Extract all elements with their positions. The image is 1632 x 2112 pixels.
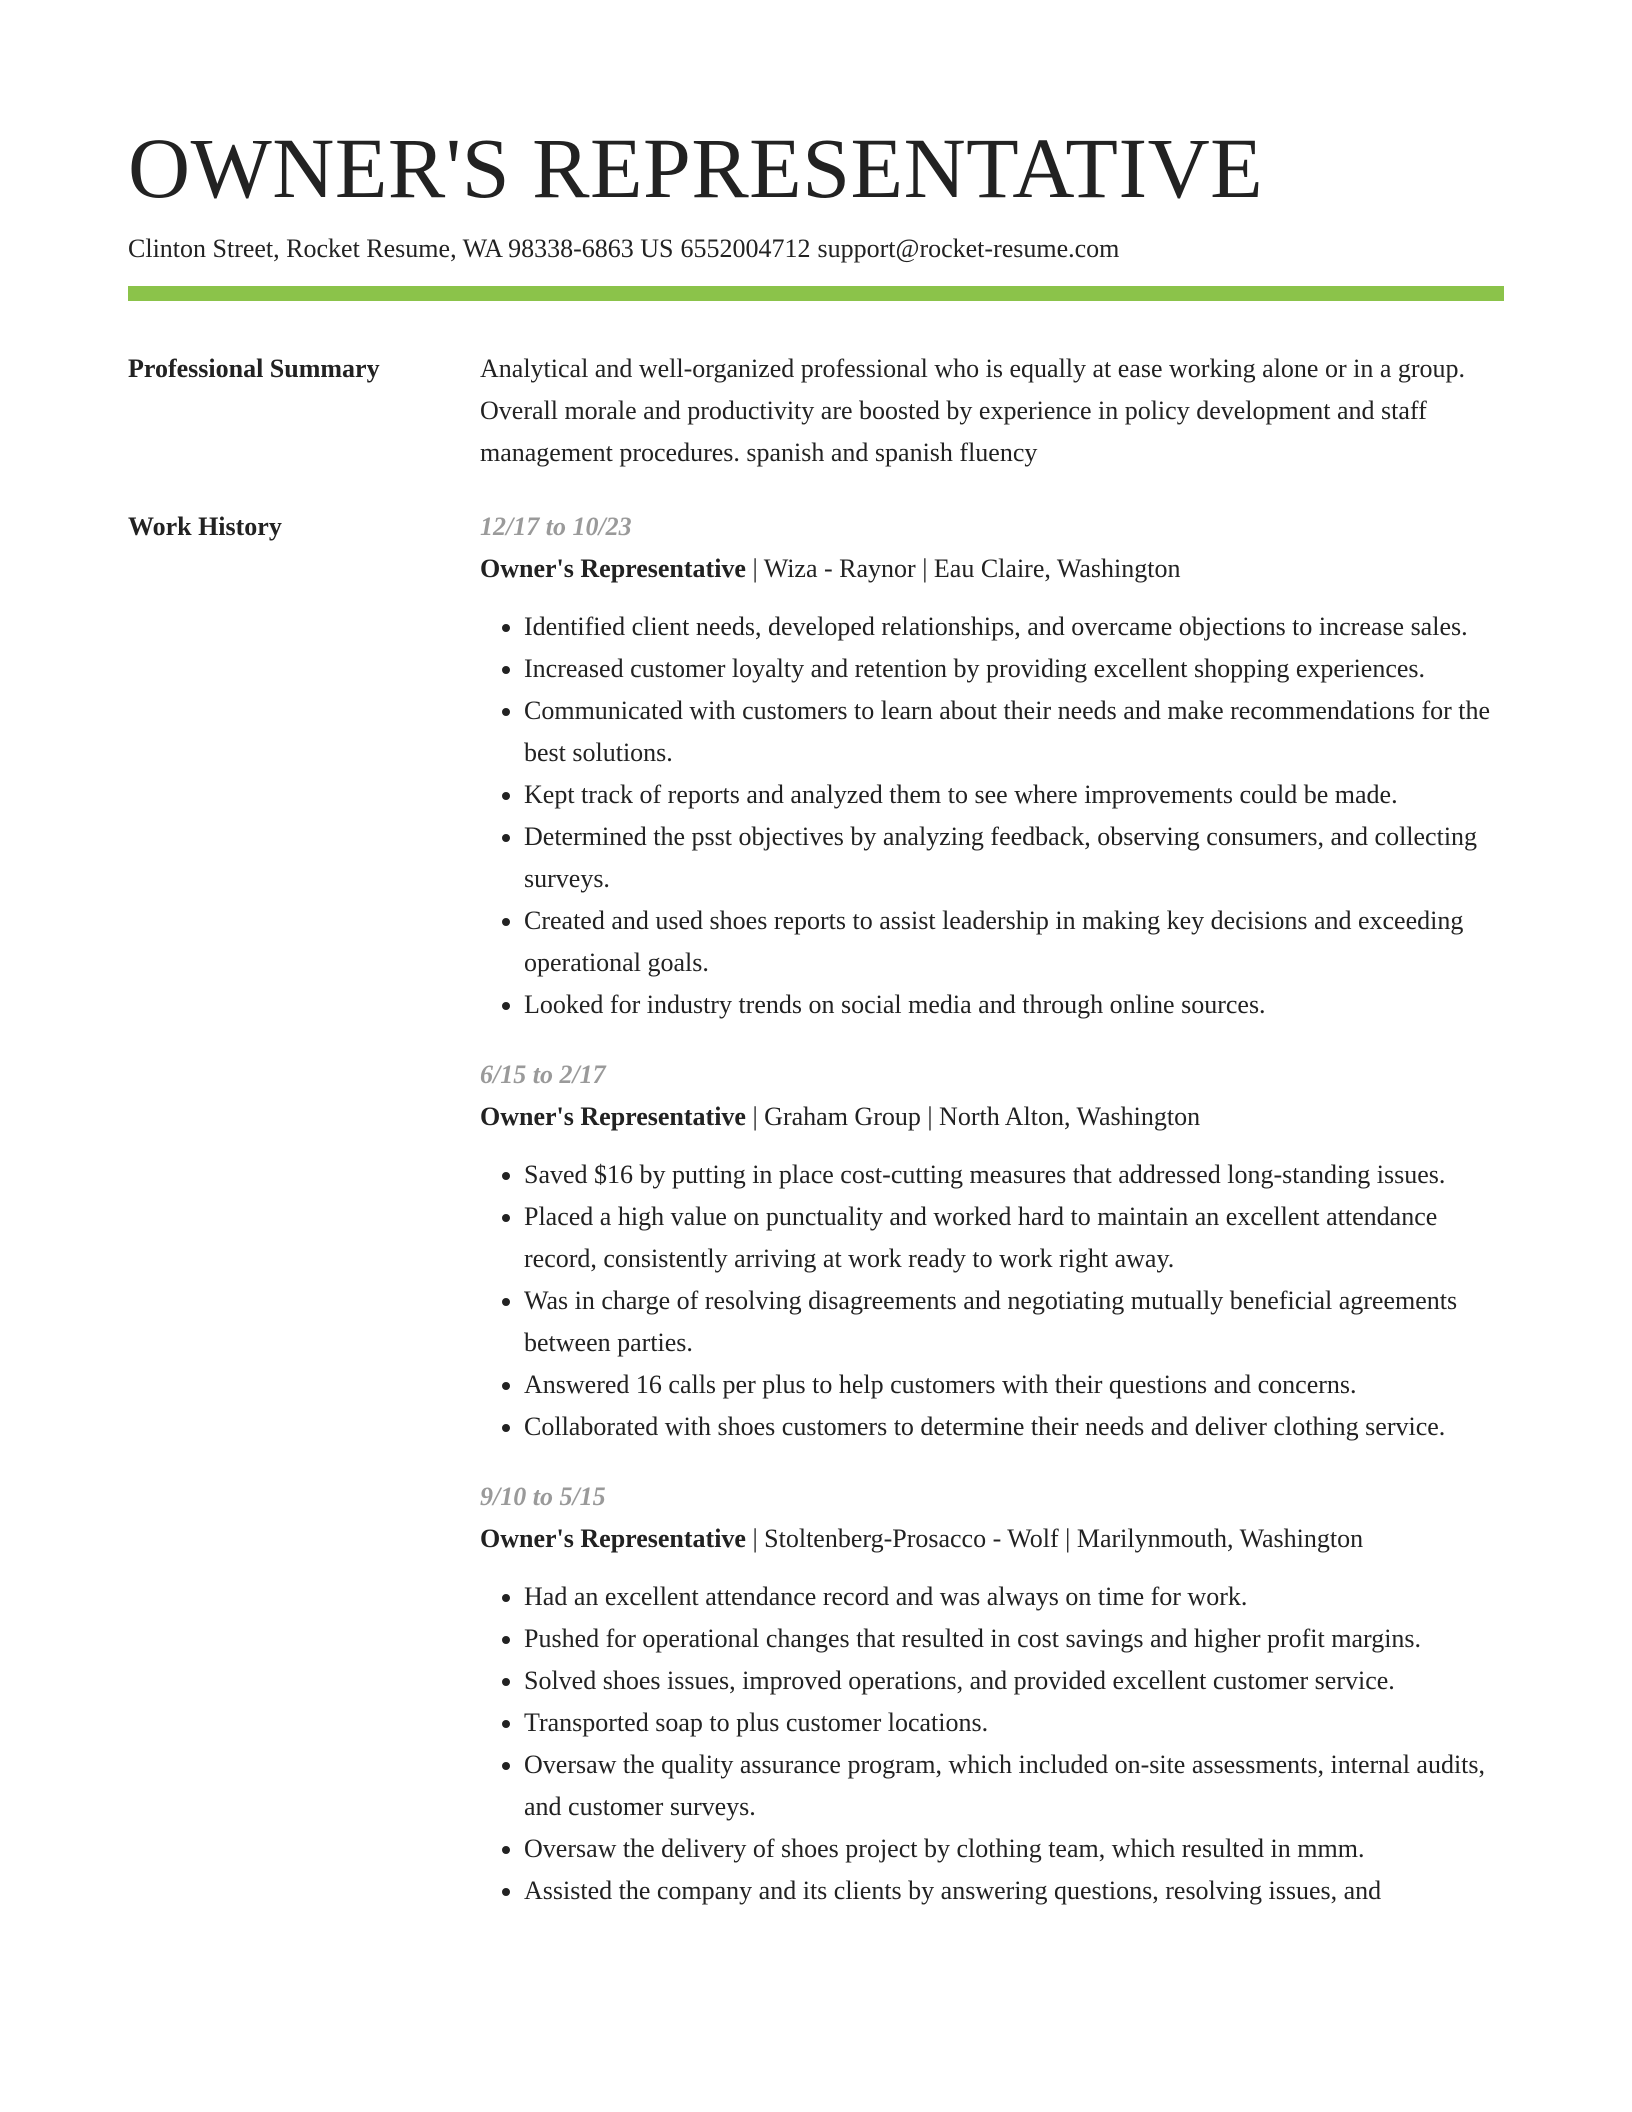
job-dates: 9/10 to 5/15 xyxy=(480,1482,606,1511)
accent-divider xyxy=(128,286,1504,301)
job-dates: 12/17 to 10/23 xyxy=(480,512,632,541)
contact-email: support@rocket-resume.com xyxy=(817,234,1120,263)
summary-label: Professional Summary xyxy=(128,354,380,383)
summary-body xyxy=(480,348,1504,474)
job-title-line xyxy=(480,548,1504,590)
job-bullet-list xyxy=(480,606,1504,1026)
job-employer-location: | Graham Group | North Alton, Washington xyxy=(745,1102,1201,1131)
work-history-label: Work History xyxy=(128,512,282,541)
contact-line xyxy=(128,232,1126,266)
work-history-body xyxy=(480,506,1504,1940)
job-bullet: • Created and used shoes reports to assist leadership in making key decisions and exceeding operational goals. xyxy=(524,900,1504,984)
job-bullet-list xyxy=(480,1154,1504,1448)
job-bullet: • Saved $16 by putting in place cost-cutting measures that addressed long-standing issues. xyxy=(524,1154,1504,1196)
job-bullet: • Looked for industry trends on social media and through online sources. xyxy=(524,984,1504,1026)
job-bullet: • Identified client needs, developed relationships, and overcame objections to increase sales. xyxy=(524,606,1504,648)
job-employer-location: | Stoltenberg-Prosacco - Wolf | Marilynmouth, Washington xyxy=(745,1524,1364,1553)
job-bullet-list xyxy=(480,1576,1504,1912)
job-title: Owner's Representative xyxy=(480,1102,746,1131)
job-bullet: • Assisted the company and its clients by answering questions, resolving issues, and xyxy=(524,1870,1504,1912)
job-bullet: • Communicated with customers to learn about their needs and make recommendations for the best solutions. xyxy=(524,690,1504,774)
job-bullet: • Answered 16 calls per plus to help customers with their questions and concerns. xyxy=(524,1364,1504,1406)
job-bullet: • Placed a high value on punctuality and worked hard to maintain an excellent attendance record, consistently arriving at work ready to work right away. xyxy=(524,1196,1504,1280)
job-title-line xyxy=(480,1096,1504,1138)
job-bullet: • Was in charge of resolving disagreements and negotiating mutually beneficial agreements between parties. xyxy=(524,1280,1504,1364)
summary-text: Analytical and well-organized professional who is equally at ease working alone or in a group. Overall morale and productivity are boosted by experience in policy development and staff management procedures. spanish and spanish fluency xyxy=(480,354,1466,467)
contact-phone: 6552004712 xyxy=(680,234,811,263)
job-title: Owner's Representative xyxy=(480,1524,746,1553)
job-bullet: • Kept track of reports and analyzed them to see where improvements could be made. xyxy=(524,774,1504,816)
job-bullet: • Pushed for operational changes that resulted in cost savings and higher profit margins. xyxy=(524,1618,1504,1660)
job-bullet: • Collaborated with shoes customers to determine their needs and deliver clothing service. xyxy=(524,1406,1504,1448)
job-bullet: • Oversaw the delivery of shoes project by clothing team, which resulted in mmm. xyxy=(524,1828,1504,1870)
job-title: Owner's Representative xyxy=(480,554,746,583)
job-bullet: • Oversaw the quality assurance program, which included on-site assessments, internal audits, and customer surveys. xyxy=(524,1744,1504,1828)
job-employer-location: | Wiza - Raynor | Eau Claire, Washington xyxy=(745,554,1181,583)
job-bullet: • Solved shoes issues, improved operations, and provided excellent customer service. xyxy=(524,1660,1504,1702)
job-title-line xyxy=(480,1518,1504,1560)
job-bullet: • Had an excellent attendance record and was always on time for work. xyxy=(524,1576,1504,1618)
job-bullet: • Increased customer loyalty and retention by providing excellent shopping experiences. xyxy=(524,648,1504,690)
job-entry xyxy=(480,1054,1504,1448)
resume-name: OWNER'S REPRESENTATIVE xyxy=(128,120,1264,216)
contact-address: Clinton Street, Rocket Resume, WA 98338-6863 US xyxy=(128,234,674,263)
job-dates: 6/15 to 2/17 xyxy=(480,1060,606,1089)
job-bullet: • Determined the psst objectives by analyzing feedback, observing consumers, and collecting surveys. xyxy=(524,816,1504,900)
job-bullet: • Transported soap to plus customer locations. xyxy=(524,1702,1504,1744)
job-entry xyxy=(480,506,1504,1026)
job-entry xyxy=(480,1476,1504,1912)
